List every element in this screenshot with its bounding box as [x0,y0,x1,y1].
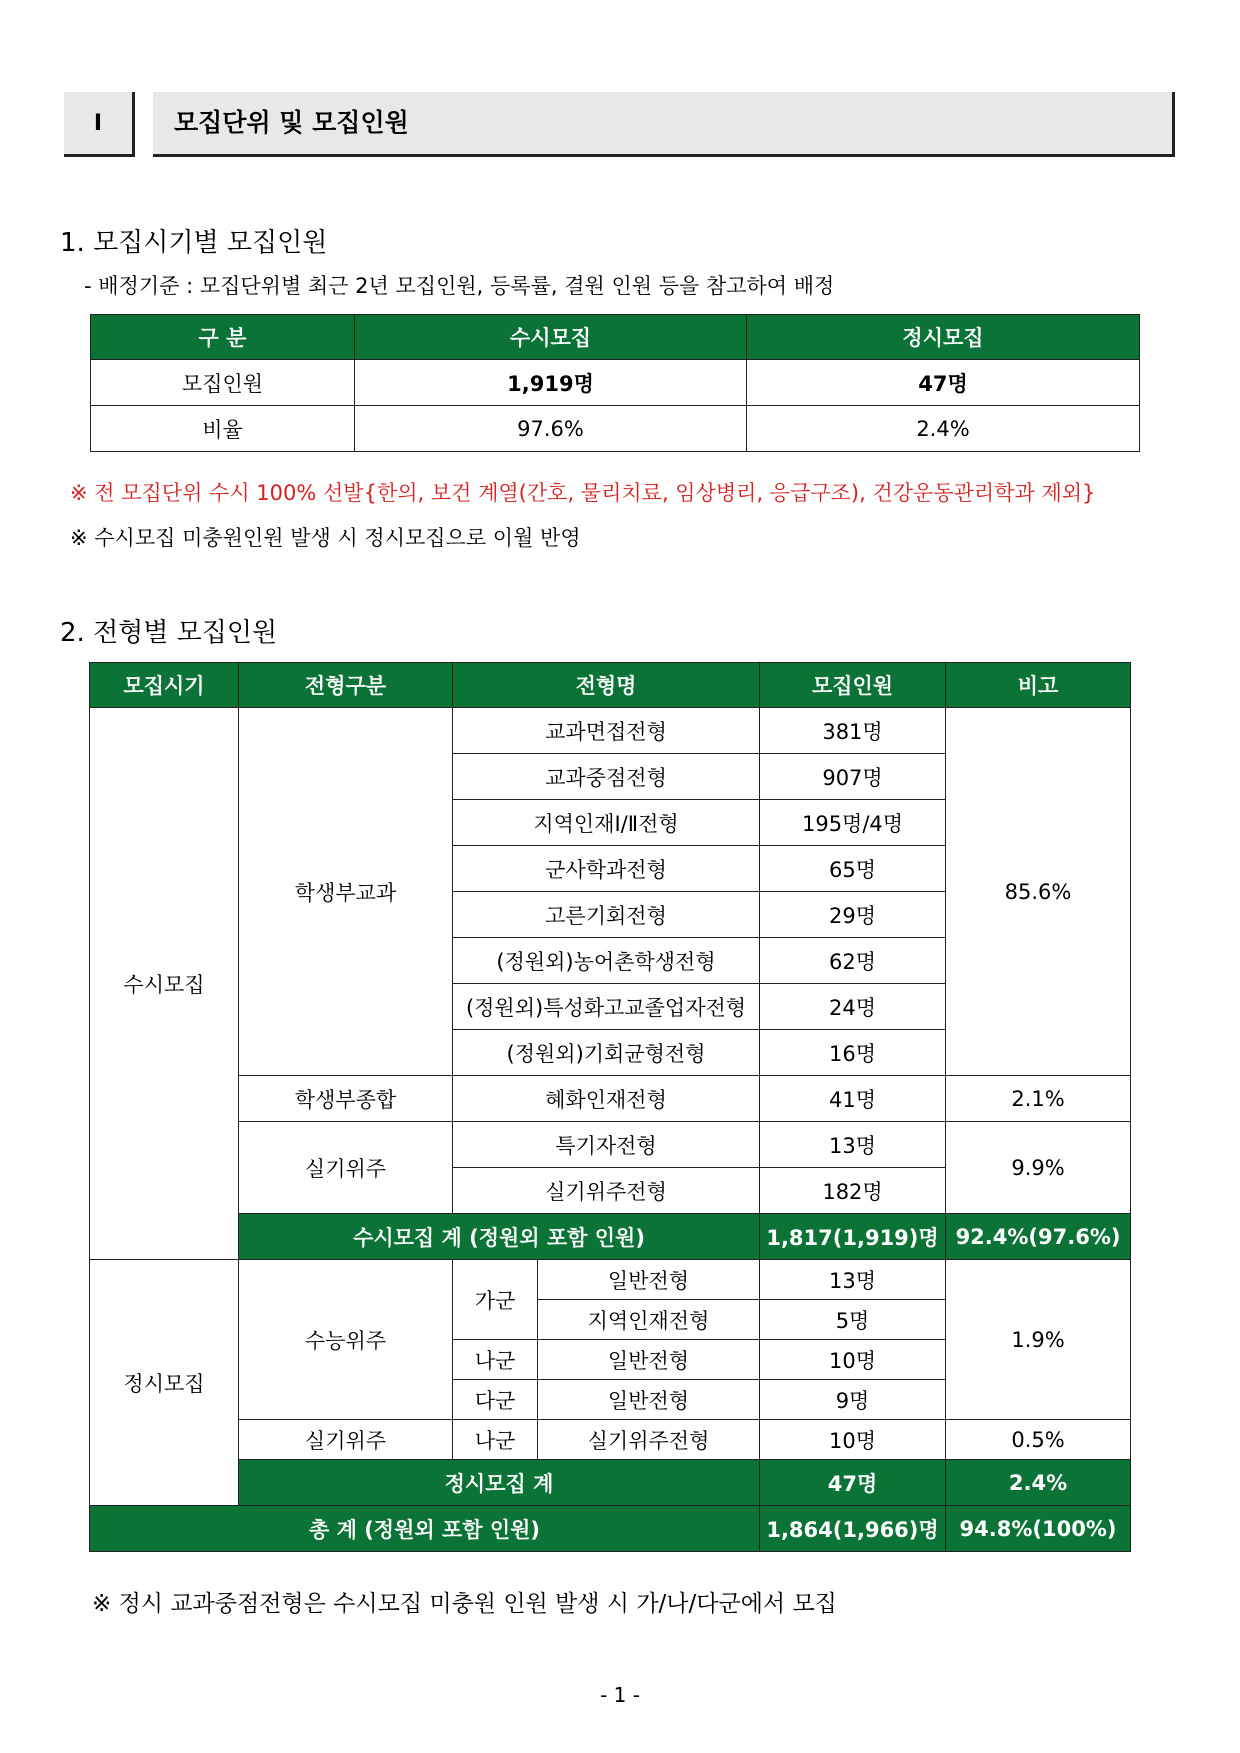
admission-count: 9명 [760,1380,946,1420]
table-row [90,1076,1131,1122]
admission-name: 실기위주전형 [453,1168,760,1214]
total-count: 1,864(1,966)명 [760,1506,946,1552]
subtotal-note: 2.4% [946,1460,1131,1506]
header-note: 비고 [946,663,1131,708]
admission-count: 13명 [760,1122,946,1168]
admission-name: 일반전형 [538,1260,760,1300]
admission-name: 일반전형 [538,1340,760,1380]
table-header-row [90,663,1131,708]
header-jeongsi: 정시모집 [747,315,1140,360]
footnote: ※ 정시 교과중점전형은 수시모집 미충원 인원 발생 시 가/나/다군에서 모집 [92,1591,837,1617]
recruitment-by-period-table [90,314,1140,452]
section-title: 모집단위 및 모집인원 [174,108,409,137]
note-cell: 1.9% [946,1260,1131,1420]
subtotal-note: 92.4%(97.6%) [946,1214,1131,1260]
susi-count: 1,919명 [355,360,747,406]
section-number: Ⅰ [64,92,135,154]
admission-count: 10명 [760,1340,946,1380]
admission-count: 13명 [760,1260,946,1300]
period-susi: 수시모집 [90,708,239,1260]
admission-name: 실기위주전형 [538,1420,760,1460]
gun-cell: 가군 [453,1260,538,1340]
row-label: 모집인원 [91,360,355,406]
page-number: - 1 - [600,1683,640,1707]
gun-cell: 다군 [453,1380,538,1420]
admission-name: 일반전형 [538,1380,760,1420]
subtotal-label: 수시모집 계 (정원외 포함 인원) [239,1214,760,1260]
admission-count: 62명 [760,938,946,984]
susi-ratio: 97.6% [355,406,747,452]
type-cell: 실기위주 [239,1420,453,1460]
admission-name: 군사학과전형 [453,846,760,892]
type-cell: 학생부교과 [239,708,453,1076]
part2-heading: 2. 전형별 모집인원 [60,618,278,648]
admission-name: 지역인재전형 [538,1300,760,1340]
note-cell: 85.6% [946,708,1131,1076]
type-cell: 수능위주 [239,1260,453,1420]
note-cell: 0.5% [946,1420,1131,1460]
admission-count: 195명/4명 [760,800,946,846]
table-row [91,406,1140,452]
table-row [90,1420,1131,1460]
note-red: ※ 전 모집단위 수시 100% 선발{한의, 보건 계열(간호, 물리치료, 임상병리, 응급구조), 건강운동관리학과 제외} [70,481,1096,505]
admission-count: 24명 [760,984,946,1030]
admission-name: (정원외)기회균형전형 [453,1030,760,1076]
admission-name: 교과면접전형 [453,708,760,754]
gun-cell: 나군 [453,1420,538,1460]
type-cell: 학생부종합 [239,1076,453,1122]
table-header-row [91,315,1140,360]
subtotal-count: 1,817(1,919)명 [760,1214,946,1260]
admission-count: 381명 [760,708,946,754]
admission-count: 182명 [760,1168,946,1214]
admission-name: 고른기회전형 [453,892,760,938]
type-cell: 실기위주 [239,1122,453,1214]
note-cell: 2.1% [946,1076,1131,1122]
admission-count: 29명 [760,892,946,938]
admission-name: (정원외)특성화고교졸업자전형 [453,984,760,1030]
admission-name: (정원외)농어촌학생전형 [453,938,760,984]
admission-count: 16명 [760,1030,946,1076]
header-susi: 수시모집 [355,315,747,360]
admission-name: 교과중점전형 [453,754,760,800]
jeongsi-count: 47명 [747,360,1140,406]
table-row [90,1260,1131,1300]
table-row [90,1122,1131,1168]
jeongsi-subtotal-row [90,1460,1131,1506]
grand-total-row [90,1506,1131,1552]
header-type: 전형구분 [239,663,453,708]
admission-count: 5명 [760,1300,946,1340]
admission-name: 지역인재Ⅰ/Ⅱ전형 [453,800,760,846]
part1-heading: 1. 모집시기별 모집인원 [60,228,328,258]
header-period: 모집시기 [90,663,239,708]
section-divider [135,92,153,157]
total-note: 94.8%(100%) [946,1506,1131,1552]
admission-count: 41명 [760,1076,946,1122]
subtotal-count: 47명 [760,1460,946,1506]
header-category: 구 분 [91,315,355,360]
admission-count: 65명 [760,846,946,892]
gun-cell: 나군 [453,1340,538,1380]
note-cell: 9.9% [946,1122,1131,1214]
header-count: 모집인원 [760,663,946,708]
row-label: 비율 [91,406,355,452]
table-row [90,708,1131,754]
allocation-criteria: - 배정기준 : 모집단위별 최근 2년 모집인원, 등록률, 결원 인원 등을 참고하여 배정 [84,274,835,298]
recruitment-by-type-table [89,662,1131,1552]
jeongsi-ratio: 2.4% [747,406,1140,452]
susi-subtotal-row [90,1214,1131,1260]
section-header [64,92,1175,157]
total-label: 총 계 (정원외 포함 인원) [90,1506,760,1552]
admission-name: 혜화인재전형 [453,1076,760,1122]
period-jeongsi: 정시모집 [90,1260,239,1506]
table-row [91,360,1140,406]
admission-count: 907명 [760,754,946,800]
admission-count: 10명 [760,1420,946,1460]
note-carryover: ※ 수시모집 미충원인원 발생 시 정시모집으로 이월 반영 [70,526,581,550]
header-name: 전형명 [453,663,760,708]
subtotal-label: 정시모집 계 [239,1460,760,1506]
admission-name: 특기자전형 [453,1122,760,1168]
